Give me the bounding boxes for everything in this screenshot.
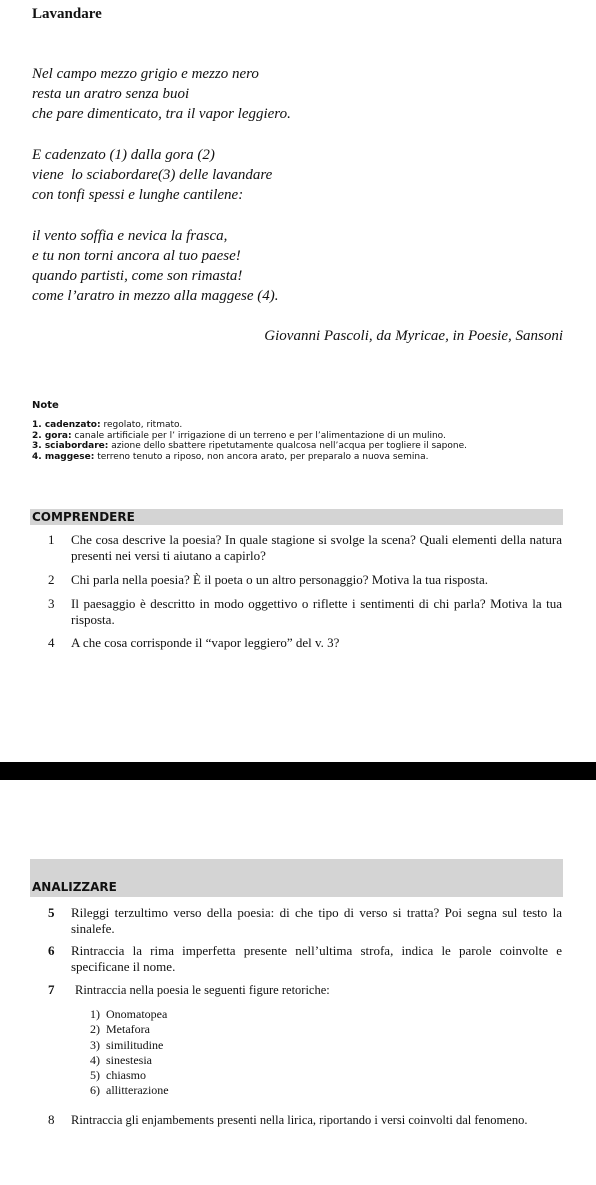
question-text: Rileggi terzultimo verso della poesia: di che tipo di verso si tratta? Poi segna sul testo la sinalefe. — [71, 905, 562, 936]
question-item — [48, 572, 562, 588]
note-term: 2. gora: — [32, 430, 72, 441]
stanza-1 — [32, 64, 291, 124]
note-item — [32, 452, 467, 463]
question-number: 2 — [48, 572, 55, 587]
note-term: 4. maggese: — [32, 451, 95, 462]
poem-attribution: Giovanni Pascoli, da Myricae, in Poesie, Sansoni — [264, 328, 563, 344]
list-item: 6) allitterazione — [90, 1083, 169, 1098]
verse: viene lo sciabordare(3) delle lavandare — [32, 167, 273, 183]
note-term: 1. cadenzato: — [32, 420, 101, 430]
question-item — [48, 635, 562, 651]
verse: con tonfi spessi e lunghe cantilene: — [32, 187, 244, 203]
list-item: 3) similitudine — [90, 1037, 164, 1052]
question-text: Rintraccia gli enjambements presenti nella lirica, riportando i versi coinvolti dal fenomeno. — [71, 1113, 528, 1127]
notes-title: Note — [32, 400, 59, 411]
question-item — [48, 943, 562, 975]
question-text: Rintraccia la rima imperfetta presente nell’ultima strofa, indica le parole coinvolte e specificane il nome. — [71, 943, 562, 974]
section-analizzare-header — [30, 859, 563, 897]
section-comprendere-header — [30, 509, 563, 525]
question-number: 8 — [48, 1112, 55, 1127]
question-text: Rintraccia nella poesia le seguenti figure retoriche: — [75, 983, 330, 997]
note-text: terreno tenuto a riposo, non ancora arato, per preparalo a nuova semina. — [94, 451, 429, 462]
question-text: Che cosa descrive la poesia? In quale stagione si svolge la scena? Quali elementi della natura presenti nei versi ti aiutano a capirlo? — [71, 532, 562, 563]
verse: resta un aratro senza buoi — [32, 86, 190, 102]
note-item — [32, 441, 467, 452]
question-item — [48, 1112, 568, 1128]
list-item: 5) chiasmo — [90, 1068, 146, 1083]
note-text: azione dello sbattere ripetutamente qualcosa nell’acqua per togliere il sapone. — [108, 441, 467, 451]
question-number: 7 — [48, 982, 55, 997]
verse: E cadenzato (1) dalla gora (2) — [32, 147, 215, 163]
list-item: 1) Onomatopea — [90, 1007, 168, 1021]
stanza-3 — [32, 226, 291, 306]
verse: e tu non torni ancora al tuo paese! — [32, 248, 241, 264]
figures-list — [90, 1007, 169, 1099]
question-text: Il paesaggio è descritto in modo oggettivo o riflette i sentimenti di chi parla? Motiva la tua risposta. — [71, 596, 562, 627]
note-text: canale artificiale per l’ irrigazione di un terreno e per l’alimentazione di un mulino. — [71, 430, 446, 441]
question-number: 3 — [48, 596, 55, 611]
question-item — [48, 596, 562, 628]
question-item — [48, 905, 562, 937]
section-title: ANALIZZARE — [32, 880, 117, 894]
note-item — [32, 420, 467, 431]
verse: come l’aratro in mezzo alla maggese (4). — [32, 288, 279, 304]
page-separator — [0, 762, 596, 780]
stanza-2 — [32, 145, 291, 205]
question-number: 5 — [48, 905, 55, 920]
notes-list — [32, 420, 467, 462]
question-text: Chi parla nella poesia? È il poeta o un altro personaggio? Motiva la tua risposta. — [71, 572, 488, 587]
poem-title: Lavandare — [32, 6, 102, 22]
question-item — [48, 532, 562, 564]
verse: il vento soffia e nevica la frasca, — [32, 228, 228, 244]
list-item: 4) sinestesia — [90, 1052, 152, 1067]
question-number: 6 — [48, 943, 55, 958]
section-title: COMPRENDERE — [32, 510, 135, 524]
question-text: A che cosa corrisponde il “vapor leggiero” del v. 3? — [71, 635, 340, 650]
note-item — [32, 431, 467, 442]
note-term: 3. sciabordare: — [32, 441, 109, 451]
verse: quando partisti, come son rimasta! — [32, 268, 243, 284]
question-number: 1 — [48, 532, 55, 547]
poem-body — [32, 64, 291, 306]
note-text: regolato, ritmato. — [100, 420, 183, 430]
question-number: 4 — [48, 635, 55, 650]
question-item — [48, 982, 562, 998]
verse: che pare dimenticato, tra il vapor leggiero. — [32, 106, 291, 122]
list-item: 2) Metafora — [90, 1022, 150, 1037]
verse: Nel campo mezzo grigio e mezzo nero — [32, 66, 259, 82]
